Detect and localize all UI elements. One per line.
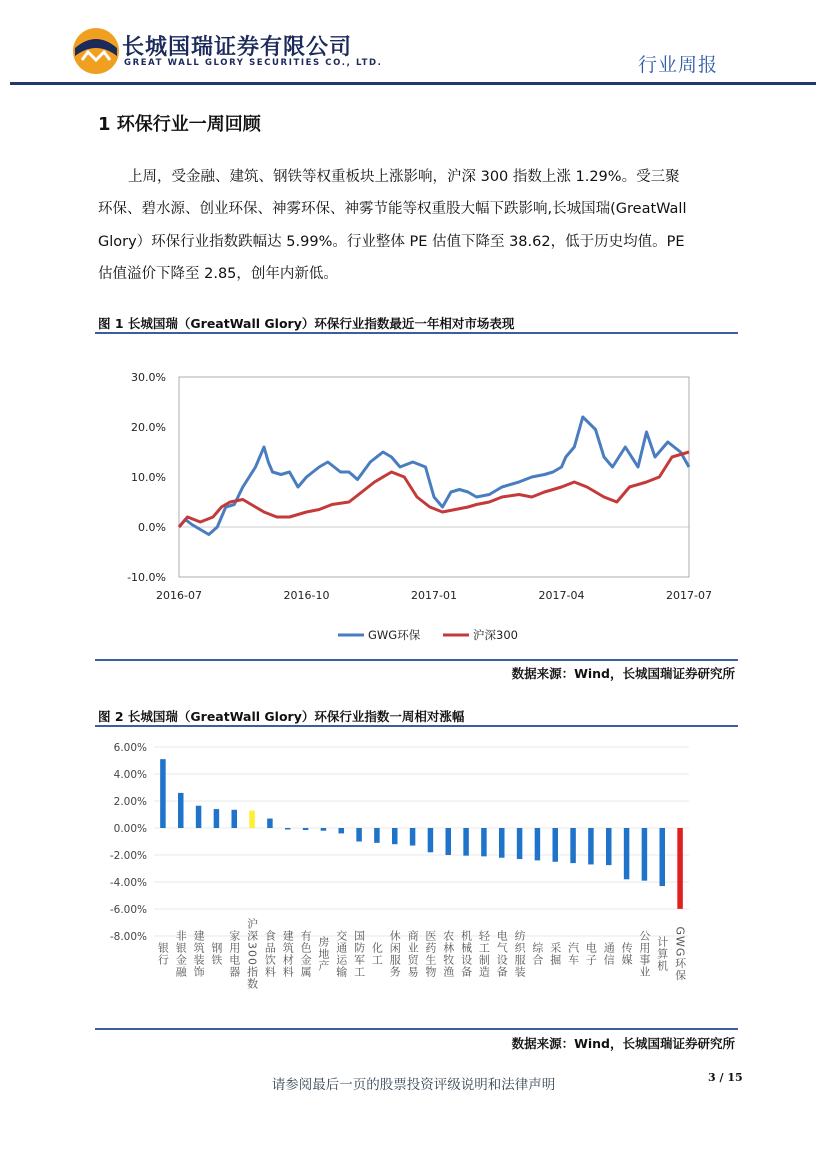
bar-13	[392, 828, 398, 844]
category-label-20: 纺织服装	[513, 930, 527, 978]
bar-22	[553, 828, 559, 862]
category-label-3: 钢铁	[209, 942, 223, 966]
y-tick-label: 4.00%	[113, 769, 147, 781]
category-label-15: 医药生物	[423, 930, 437, 978]
body-line-2: 环保、碧水源、创业环保、神雾环保、神雾节能等权重股大幅下跌影响,长城国瑞(GreatWall	[98, 201, 687, 217]
category-label-21: 综合	[530, 942, 544, 966]
y-tick-label: -6.00%	[109, 904, 147, 916]
bar-15	[428, 828, 434, 852]
bar-11	[356, 828, 362, 842]
figure-2-source: 数据来源：Wind，长城国瑞证券研究所	[511, 1036, 735, 1051]
bar-8	[303, 828, 309, 830]
y-tick-label: -10.0%	[127, 571, 166, 584]
bar-chart	[95, 730, 738, 1030]
y-tick-label: 6.00%	[113, 742, 147, 754]
category-label-9: 房地产	[316, 936, 330, 972]
category-label-8: 有色金属	[299, 930, 313, 978]
bar-1	[178, 793, 184, 828]
category-label-13: 休闲服务	[388, 930, 402, 978]
x-tick-label: 2017-07	[666, 589, 712, 602]
category-label-18: 轻工制造	[477, 930, 491, 978]
company-logo	[72, 26, 120, 76]
bar-10	[339, 828, 345, 833]
bar-20	[517, 828, 523, 859]
figure-2-top-rule	[95, 725, 738, 727]
category-label-26: 传媒	[620, 942, 634, 966]
y-tick-label: 10.0%	[131, 471, 166, 484]
y-tick-label: 2.00%	[113, 796, 147, 808]
category-label-16: 农林牧渔	[441, 930, 455, 978]
bar-29	[677, 828, 683, 909]
section-title: 1 环保行业一周回顾	[98, 114, 261, 135]
report-type: 行业周报	[638, 54, 719, 76]
figure-1-source: 数据来源：Wind，长城国瑞证券研究所	[511, 666, 735, 681]
bar-0	[160, 759, 166, 828]
bar-21	[535, 828, 541, 860]
x-tick-label: 2016-10	[283, 589, 330, 602]
category-label-17: 机械设备	[459, 930, 473, 978]
category-label-29: GWG环保	[673, 926, 687, 982]
figure-1-top-rule	[95, 332, 738, 334]
category-label-28: 计算机	[655, 936, 669, 972]
category-label-11: 国防军工	[352, 930, 366, 978]
bar-17	[463, 828, 469, 856]
bar-18	[481, 828, 487, 856]
y-tick-label: 20.0%	[131, 421, 166, 434]
company-name-cn: 长城国瑞证券有限公司	[122, 35, 353, 60]
bar-27	[642, 828, 648, 881]
figure-1-bottom-rule	[95, 659, 738, 661]
legend-label-0: GWG环保	[368, 628, 421, 642]
bar-12	[374, 828, 380, 843]
bar-7	[285, 828, 291, 830]
page-number: 3 / 15	[708, 1071, 743, 1084]
category-label-5: 沪深300指数	[245, 918, 259, 990]
category-label-24: 电子	[584, 942, 598, 966]
series-line-0	[179, 417, 689, 535]
bar-14	[410, 828, 416, 846]
body-line-4: 估值溢价下降至 2.85，创年内新低。	[98, 266, 338, 282]
footer-disclaimer: 请参阅最后一页的股票投资评级说明和法律声明	[271, 1077, 556, 1093]
bar-25	[606, 828, 612, 865]
figure-1-title: 图 1 长城国瑞（GreatWall Glory）环保行业指数最近一年相对市场表现	[98, 316, 515, 331]
y-tick-label: 0.0%	[138, 521, 166, 534]
bar-5	[249, 811, 255, 828]
category-label-0: 银行	[156, 942, 170, 966]
header-divider	[10, 82, 816, 85]
category-label-2: 建筑装饰	[192, 930, 206, 978]
figure-2-bottom-rule	[95, 1028, 738, 1030]
category-label-6: 食品饮料	[263, 930, 277, 978]
bar-23	[570, 828, 576, 863]
y-tick-label: -4.00%	[109, 877, 147, 889]
x-tick-label: 2016-07	[156, 589, 202, 602]
category-label-27: 公用事业	[637, 930, 651, 978]
line-chart	[95, 340, 738, 660]
category-label-1: 非银金融	[174, 930, 188, 978]
category-label-19: 电气设备	[495, 930, 509, 978]
body-line-3: Glory）环保行业指数跌幅达 5.99%。行业整体 PE 估值下降至 38.62，低于历史均值。PE	[98, 234, 685, 250]
category-label-12: 化工	[370, 942, 384, 966]
category-label-10: 交通运输	[334, 930, 348, 978]
bar-16	[446, 828, 452, 855]
bar-19	[499, 828, 505, 858]
bar-3	[214, 809, 220, 828]
y-tick-label: -8.00%	[109, 931, 147, 943]
figure-2-title: 图 2 长城国瑞（GreatWall Glory）环保行业指数一周相对涨幅	[98, 709, 465, 724]
category-label-4: 家用电器	[227, 930, 241, 978]
x-tick-label: 2017-01	[411, 589, 457, 602]
bar-28	[660, 828, 666, 886]
y-tick-label: -2.00%	[109, 850, 147, 862]
y-tick-label: 0.00%	[113, 823, 147, 835]
category-label-22: 采掘	[548, 942, 562, 966]
legend-label-1: 沪深300	[473, 628, 518, 642]
y-tick-label: 30.0%	[131, 371, 166, 384]
plot-frame	[179, 377, 689, 577]
bar-9	[321, 828, 327, 831]
body-line-1: 上周，受金融、建筑、钢铁等权重板块上涨影响，沪深 300 指数上涨 1.29%。受三聚	[128, 169, 680, 185]
company-name-en: GREAT WALL GLORY SECURITIES CO., LTD.	[124, 58, 383, 68]
bar-24	[588, 828, 594, 864]
bar-26	[624, 828, 630, 879]
category-label-14: 商业贸易	[406, 930, 420, 978]
category-label-7: 建筑材料	[281, 930, 295, 978]
bar-2	[196, 806, 202, 828]
category-label-25: 通信	[602, 942, 616, 966]
category-label-23: 汽车	[566, 942, 580, 966]
bar-6	[267, 819, 273, 828]
x-tick-label: 2017-04	[538, 589, 585, 602]
bar-4	[232, 810, 238, 828]
